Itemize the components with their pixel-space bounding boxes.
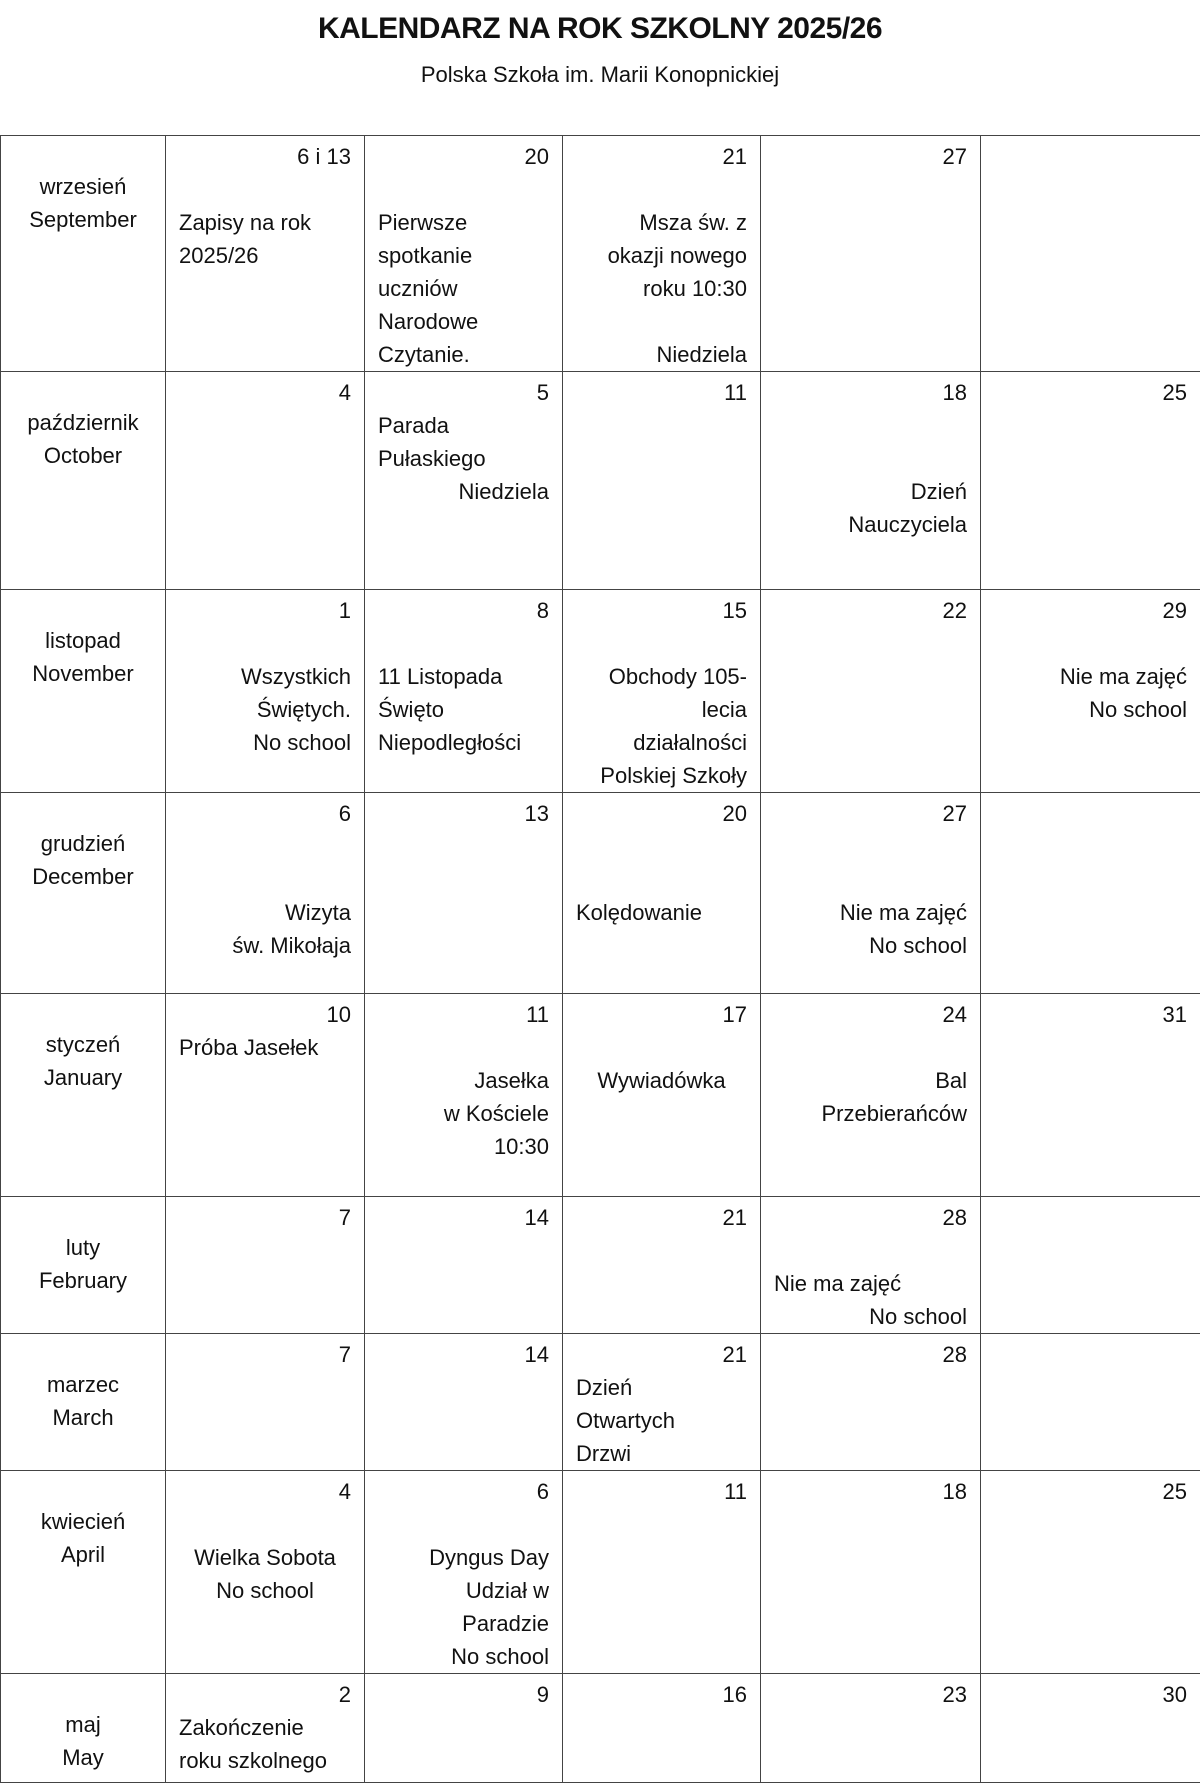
day-cell	[981, 994, 1200, 1197]
day-cell	[761, 793, 981, 994]
spacer	[179, 173, 351, 206]
event-text: Wielka Sobota	[179, 1541, 351, 1574]
day-number: 1	[179, 594, 351, 627]
day-number: 21	[576, 1338, 747, 1371]
day-cell	[981, 1197, 1200, 1334]
day-number: 27	[774, 140, 967, 173]
day-number: 11	[576, 1475, 747, 1508]
event-text: Nie ma zajęć	[774, 1267, 967, 1300]
day-number: 6 i 13	[179, 140, 351, 173]
event-text: Dzień	[576, 1371, 747, 1404]
event-text: spotkanie	[378, 239, 549, 272]
day-number: 13	[378, 797, 549, 830]
day-number: 21	[576, 140, 747, 173]
day-cell	[166, 994, 365, 1197]
month-label	[1, 994, 166, 1197]
day-number: 25	[994, 1475, 1187, 1508]
event-text: Wizyta	[179, 896, 351, 929]
month-name-en: December	[14, 860, 152, 893]
event-text: Próba Jasełek	[179, 1031, 351, 1064]
day-number: 17	[576, 998, 747, 1031]
day-cell	[365, 994, 563, 1197]
day-cell	[563, 590, 761, 793]
month-names	[14, 998, 152, 1094]
month-name-pl: maj	[14, 1708, 152, 1741]
event-text: Obchody 105-	[576, 660, 747, 693]
day-cell	[761, 1334, 981, 1471]
day-number: 8	[378, 594, 549, 627]
event-text: Pułaskiego	[378, 442, 549, 475]
day-cell	[563, 1471, 761, 1674]
day-number: 31	[994, 998, 1187, 1031]
month-row	[1, 994, 1200, 1197]
day-cell	[365, 1197, 563, 1334]
event-text: Paradzie	[378, 1607, 549, 1640]
day-number: 24	[774, 998, 967, 1031]
day-cell	[563, 1334, 761, 1471]
day-number: 4	[179, 1475, 351, 1508]
event-text: Święto	[378, 693, 549, 726]
day-cell	[761, 590, 981, 793]
month-row	[1, 136, 1200, 372]
day-number: 14	[378, 1338, 549, 1371]
month-name-pl: kwiecień	[14, 1505, 152, 1538]
day-cell	[981, 1471, 1200, 1674]
month-label	[1, 372, 166, 590]
event-text: Wszystkich	[179, 660, 351, 693]
spacer	[179, 1508, 351, 1541]
event-text: No school	[179, 726, 351, 759]
day-cell	[981, 590, 1200, 793]
spacer	[576, 1031, 747, 1064]
month-name-en: October	[14, 439, 152, 472]
day-number: 20	[576, 797, 747, 830]
spacer	[576, 627, 747, 660]
page-title: KALENDARZ NA ROK SZKOLNY 2025/26	[0, 12, 1200, 46]
day-cell	[761, 1471, 981, 1674]
day-number: 14	[378, 1201, 549, 1234]
event-text: Przebierańców	[774, 1097, 967, 1130]
month-name-en: May	[14, 1741, 152, 1774]
month-name-pl: wrzesień	[14, 170, 152, 203]
event-text: Jasełka	[378, 1064, 549, 1097]
day-number: 15	[576, 594, 747, 627]
day-cell	[166, 1334, 365, 1471]
day-cell	[563, 1197, 761, 1334]
event-text: Kolędowanie	[576, 896, 747, 929]
month-label	[1, 1674, 166, 1783]
day-cell	[563, 994, 761, 1197]
month-label	[1, 1471, 166, 1674]
day-cell	[563, 372, 761, 590]
event-text: Świętych.	[179, 693, 351, 726]
day-cell	[761, 136, 981, 372]
month-row	[1, 1674, 1200, 1783]
day-cell	[166, 793, 365, 994]
spacer	[179, 627, 351, 660]
event-text: działalności	[576, 726, 747, 759]
month-label	[1, 136, 166, 372]
spacer	[378, 1031, 549, 1064]
event-text: Narodowe	[378, 305, 549, 338]
month-row	[1, 793, 1200, 994]
day-number: 4	[179, 376, 351, 409]
month-names	[14, 376, 152, 472]
month-row	[1, 1197, 1200, 1334]
day-number: 20	[378, 140, 549, 173]
event-note: Niedziela	[378, 475, 549, 508]
event-text: Nie ma zajęć	[774, 896, 967, 929]
event-text: Msza św. z	[576, 206, 747, 239]
event-text: 11 Listopada	[378, 660, 549, 693]
day-cell	[365, 136, 563, 372]
spacer	[576, 173, 747, 206]
month-names	[14, 1201, 152, 1297]
event-text: lecia	[576, 693, 747, 726]
event-text: Niedziela	[576, 338, 747, 371]
month-name-pl: marzec	[14, 1368, 152, 1401]
day-number: 30	[994, 1678, 1187, 1711]
day-cell	[166, 590, 365, 793]
month-row	[1, 590, 1200, 793]
event-text: Dzień	[774, 475, 967, 508]
event-text: Udział w	[378, 1574, 549, 1607]
event-text: Otwartych	[576, 1404, 747, 1437]
event-text: Parada	[378, 409, 549, 442]
day-cell	[761, 994, 981, 1197]
event-text: Nie ma zajęć	[994, 660, 1187, 693]
spacer	[378, 1508, 549, 1541]
day-cell	[563, 1674, 761, 1783]
day-cell	[981, 136, 1200, 372]
spacer	[774, 442, 967, 475]
day-number: 21	[576, 1201, 747, 1234]
event-text: Zapisy na rok	[179, 206, 351, 239]
month-names	[14, 140, 152, 236]
event-text: No school	[994, 693, 1187, 726]
month-name-en: March	[14, 1401, 152, 1434]
month-names	[14, 1475, 152, 1571]
month-names	[14, 1338, 152, 1434]
day-cell	[761, 1674, 981, 1783]
spacer	[378, 627, 549, 660]
day-number: 7	[179, 1338, 351, 1371]
spacer	[774, 1031, 967, 1064]
day-number: 18	[774, 1475, 967, 1508]
spacer	[774, 830, 967, 863]
day-cell	[365, 1674, 563, 1783]
month-name-en: April	[14, 1538, 152, 1571]
event-text: 10:30	[378, 1130, 549, 1163]
day-number: 5	[378, 376, 549, 409]
day-cell	[563, 793, 761, 994]
month-names	[14, 1678, 152, 1774]
month-row	[1, 1471, 1200, 1674]
day-number: 16	[576, 1678, 747, 1711]
day-number: 29	[994, 594, 1187, 627]
event-text: Wywiadówka	[576, 1064, 747, 1097]
day-number: 6	[179, 797, 351, 830]
event-text: św. Mikołaja	[179, 929, 351, 962]
spacer	[378, 173, 549, 206]
day-cell	[981, 793, 1200, 994]
calendar-table	[0, 135, 1200, 1783]
event-text: No school	[378, 1640, 549, 1673]
day-number: 18	[774, 376, 967, 409]
day-number: 25	[994, 376, 1187, 409]
day-number: 2	[179, 1678, 351, 1711]
event-text: okazji nowego	[576, 239, 747, 272]
month-name-en: February	[14, 1264, 152, 1297]
month-name-pl: listopad	[14, 624, 152, 657]
spacer	[576, 863, 747, 896]
event-text: Niepodległości	[378, 726, 549, 759]
month-names	[14, 594, 152, 690]
day-cell	[166, 1674, 365, 1783]
spacer	[774, 1234, 967, 1267]
day-number: 9	[378, 1678, 549, 1711]
day-cell	[365, 1334, 563, 1471]
event-note: No school	[774, 1300, 967, 1333]
spacer	[774, 863, 967, 896]
event-text	[576, 305, 747, 338]
day-cell	[365, 590, 563, 793]
day-cell	[166, 372, 365, 590]
day-number: 11	[378, 998, 549, 1031]
page-subtitle: Polska Szkoła im. Marii Konopnickiej	[0, 62, 1200, 88]
event-text: Nauczyciela	[774, 508, 967, 541]
spacer	[179, 830, 351, 863]
day-number: 7	[179, 1201, 351, 1234]
month-name-pl: grudzień	[14, 827, 152, 860]
event-text: uczniów	[378, 272, 549, 305]
day-cell	[761, 1197, 981, 1334]
event-text: roku 10:30	[576, 272, 747, 305]
event-text: Pierwsze	[378, 206, 549, 239]
month-label	[1, 590, 166, 793]
event-text: Bal	[774, 1064, 967, 1097]
spacer	[179, 863, 351, 896]
event-text: 2025/26	[179, 239, 351, 272]
event-text: Drzwi	[576, 1437, 747, 1470]
event-text: w Kościele	[378, 1097, 549, 1130]
day-cell	[981, 1674, 1200, 1783]
month-label	[1, 793, 166, 994]
day-cell	[166, 1197, 365, 1334]
event-text: Czytanie.	[378, 338, 549, 371]
day-number: 28	[774, 1338, 967, 1371]
event-text: No school	[774, 929, 967, 962]
day-cell	[166, 1471, 365, 1674]
day-cell	[981, 372, 1200, 590]
spacer	[994, 627, 1187, 660]
month-name-en: November	[14, 657, 152, 690]
day-number: 11	[576, 376, 747, 409]
month-name-pl: styczeń	[14, 1028, 152, 1061]
month-row	[1, 372, 1200, 590]
day-number: 28	[774, 1201, 967, 1234]
day-number: 10	[179, 998, 351, 1031]
day-cell	[166, 136, 365, 372]
day-number: 6	[378, 1475, 549, 1508]
month-name-en: September	[14, 203, 152, 236]
day-cell	[365, 1471, 563, 1674]
month-name-pl: luty	[14, 1231, 152, 1264]
month-row	[1, 1334, 1200, 1471]
day-number: 22	[774, 594, 967, 627]
month-label	[1, 1197, 166, 1334]
day-cell	[761, 372, 981, 590]
month-name-pl: październik	[14, 406, 152, 439]
event-text: Zakończenie	[179, 1711, 351, 1744]
day-cell	[563, 136, 761, 372]
event-text: Dyngus Day	[378, 1541, 549, 1574]
day-cell	[365, 372, 563, 590]
event-text: No school	[179, 1574, 351, 1607]
month-label	[1, 1334, 166, 1471]
day-cell	[365, 793, 563, 994]
day-cell	[981, 1334, 1200, 1471]
month-names	[14, 797, 152, 893]
spacer	[774, 409, 967, 442]
day-number: 23	[774, 1678, 967, 1711]
spacer	[576, 830, 747, 863]
event-text: Polskiej Szkoły	[576, 759, 747, 792]
day-number: 27	[774, 797, 967, 830]
month-name-en: January	[14, 1061, 152, 1094]
calendar-body	[1, 136, 1200, 1783]
event-text: roku szkolnego	[179, 1744, 351, 1777]
